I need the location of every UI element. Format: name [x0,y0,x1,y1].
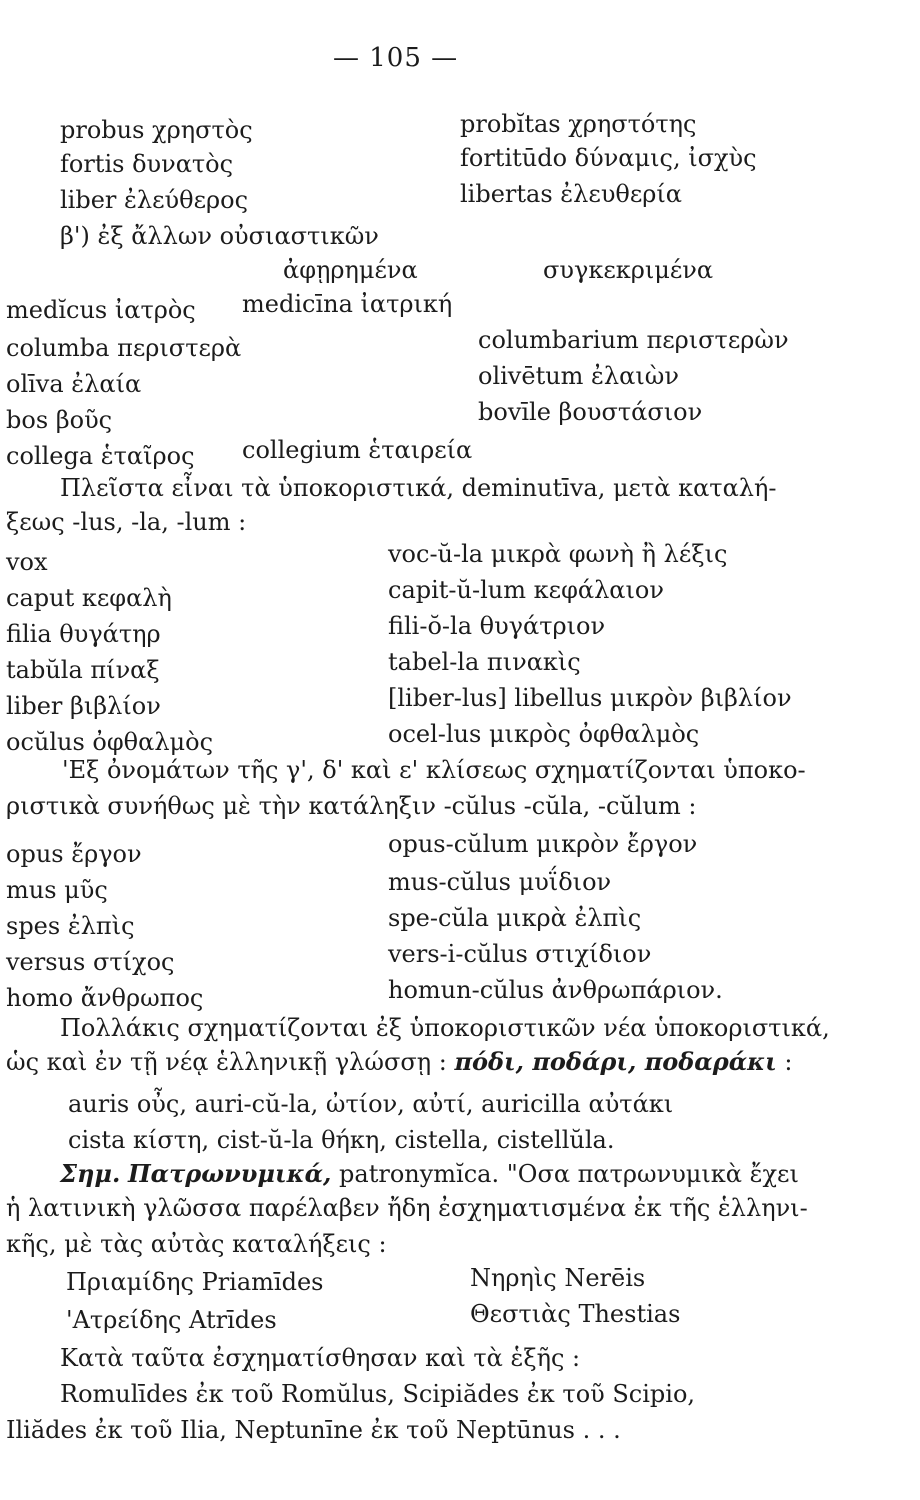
deminutive-base: filia θυγάτηρ [6,620,161,648]
word-entry: collega ἑταῖρος [6,442,195,470]
note-line [60,1160,799,1188]
patronymic-entry: 'Ατρείδης Atrīdes [66,1306,277,1334]
paragraph-text: ὡς καὶ ἐν τῇ νέᾳ ἑλληνικῇ γλώσσῃ : [6,1048,447,1076]
deminutive-form: voc-ŭ-la μικρὰ φωνὴ ἢ λέξις [388,540,728,568]
deminutive-base: versus στίχος [6,948,175,976]
word-pair-left: probus χρηστὸς [60,116,253,144]
paragraph-line: Iliădes ἐκ τοῦ Ilia, Neptunīne ἐκ τοῦ Neptūnus . . . [6,1416,621,1444]
paragraph-line [6,1048,793,1076]
note-line: κῆς, μὲ τὰς αὐτὰς καταλήξεις : [6,1230,387,1258]
patronymic-entry: Πριαμίδης Priamīdes [66,1268,324,1296]
word-entry: bos βοῦς [6,406,113,434]
deminutive-base: caput κεφαλὴ [6,584,172,612]
deminutive-base: vox [6,548,48,576]
deminutive-form: capit-ŭ-lum κεφάλαιον [388,576,664,604]
word-entry: olivētum ἐλαιὼν [478,362,679,390]
paragraph-line: 'Εξ ὀνομάτων τῆς γ', δ' καὶ ε' κλίσεως σχηματίζονται ὑποκο- [62,756,806,784]
word-entry: medicīna ἰατρική [242,290,453,318]
word-entry: columbarium περιστερὼν [478,326,789,354]
deminutive-form: vers-i-cŭlus στιχίδιον [388,940,652,968]
deminutive-base: liber βιβλίον [6,692,161,720]
word-entry: collegium ἑταιρεία [242,436,473,464]
page-number: — 105 — [333,43,459,73]
paragraph-line: Πλεῖστα εἶναι τὰ ὑποκοριστικά, deminutīva, μετὰ καταλή- [60,474,777,502]
deminutive-form: fili-ŏ-la θυγάτριον [388,612,606,640]
modern-greek-examples: πόδι, ποδάρι, ποδαράκι [454,1047,777,1076]
patronymic-entry: Νηρηὶς Nerēis [470,1264,646,1292]
example-line: cista κίστη, cist-ŭ-la θήκη, cistella, cistellŭla. [68,1126,615,1154]
paragraph-line: Romulīdes ἐκ τοῦ Romŭlus, Scipiădes ἐκ τοῦ Scipio, [60,1380,696,1408]
deminutive-form: mus-cŭlus μυΐδιον [388,868,612,896]
patronymic-entry: Θεστιὰς Thestias [470,1300,681,1328]
word-entry: columba περιστερὰ [6,334,242,362]
deminutive-form: tabel-la πινακὶς [388,648,581,676]
column-header-concrete: συγκεκριμένα [543,256,714,284]
deminutive-form: spe-cŭla μικρὰ ἐλπὶς [388,904,642,932]
word-pair-right: libertas ἐλευθερία [460,180,683,208]
paragraph-line: Κατὰ ταῦτα ἐσχηματίσθησαν καὶ τὰ ἑξῆς : [60,1344,581,1372]
paragraph-line: ξεως -lus, -la, -lum : [6,508,247,536]
deminutive-base: opus ἔργον [6,840,142,868]
deminutive-form: ocel-lus μικρὸς ὀφθαλμὸς [388,720,700,748]
word-pair-left: fortis δυνατὸς [60,150,234,178]
note-label: Σημ. [60,1159,121,1188]
deminutive-base: mus μῦς [6,876,108,904]
word-entry: olīva ἐλαία [6,370,142,398]
word-pair-right: probĭtas χρηστότης [460,110,697,138]
word-pair-right: fortitūdo δύναμις, ἰσχὺς [460,144,757,172]
example-line: auris οὖς, auri-cŭ-la, ὠτίον, αὐτί, auricilla αὐτάκι [68,1090,674,1118]
deminutive-form: [liber-lus] libellus μικρὸν βιβλίον [388,684,792,712]
section-heading: β') ἐξ ἄλλων οὐσιαστικῶν [60,222,379,250]
paragraph-line: ριστικὰ συνήθως μὲ τὴν κατάληξιν -cŭlus -cŭla, -cŭlum : [6,792,697,820]
paragraph-line: Πολλάκις σχηματίζονται ἐξ ὑποκοριστικῶν νέα ὑποκοριστικά, [60,1014,830,1042]
word-pair-left: liber ἐλεύθερος [60,186,249,214]
note-line: ἡ λατινικὴ γλῶσσα παρέλαβεν ἤδη ἐσχηματισμένα ἐκ τῆς ἑλληνι- [6,1194,808,1222]
word-entry: bovīle βουστάσιον [478,398,703,426]
word-entry: medĭcus ἰατρὸς [6,296,196,324]
deminutive-form: opus-cŭlum μικρὸν ἔργον [388,830,698,858]
deminutive-base: ocŭlus ὀφθαλμὸς [6,728,214,756]
note-term: Πατρωνυμικά, [127,1159,332,1188]
note-text: patronymĭca. "Οσα πατρωνυμικὰ ἔχει [339,1160,799,1188]
column-header-abstract: ἀφῃρημένα [283,256,418,284]
deminutive-base: spes ἐλπὶς [6,912,135,940]
deminutive-base: tabŭla πίναξ [6,656,160,684]
colon: : [784,1048,793,1076]
deminutive-base: homo ἄνθρωπος [6,984,204,1012]
deminutive-form: homun-cŭlus ἀνθρωπάριον. [388,976,723,1004]
